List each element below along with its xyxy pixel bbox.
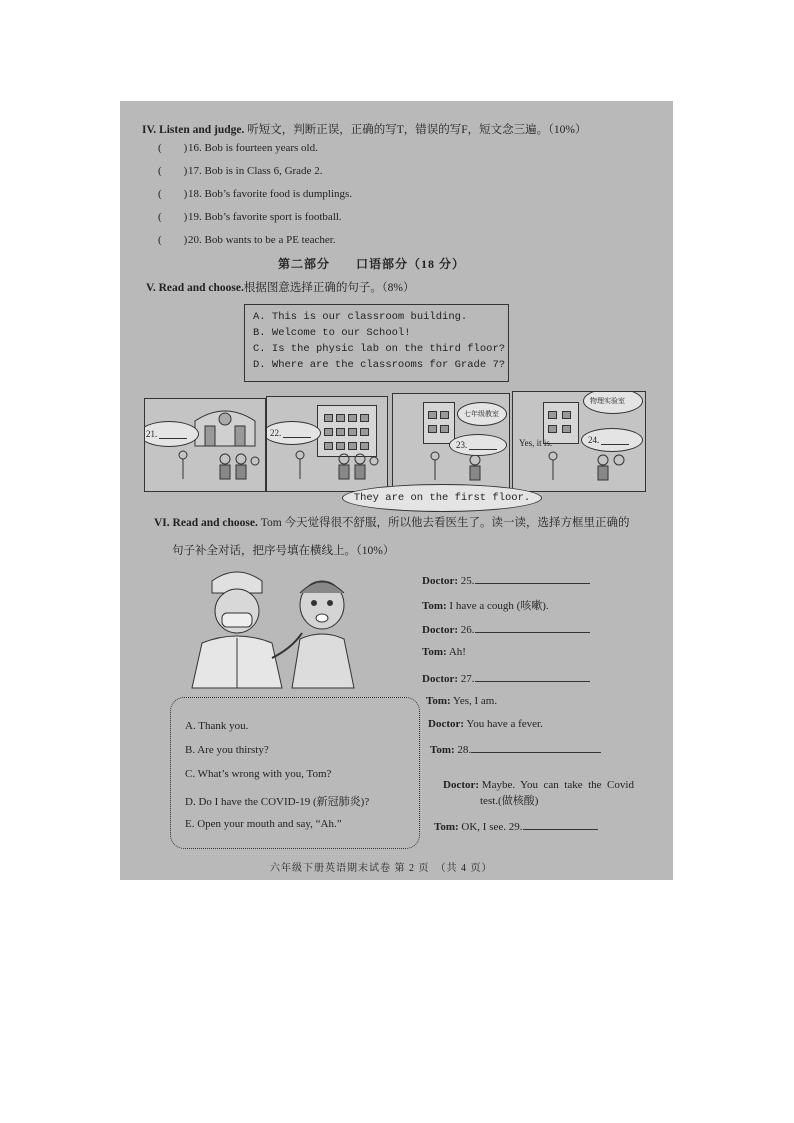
dialogue-line-26 — [422, 622, 590, 636]
answer-blank-25[interactable] — [475, 573, 590, 584]
part2-title: 第二部分 口语部分（18 分） — [278, 257, 466, 271]
dialogue-line-25 — [422, 573, 590, 587]
speech-bubble-first-floor: They are on the first floor. — [342, 484, 542, 512]
judge-item-16 — [158, 139, 318, 155]
option-b: B. Welcome to our School! — [253, 327, 411, 339]
judge-item-19 — [158, 208, 342, 224]
section6-title-en: VI. Read and choose. — [154, 517, 258, 529]
school-gate-illustration — [190, 401, 260, 451]
dialogue-line-27 — [422, 671, 590, 685]
dialogue-text: 26. — [460, 624, 475, 636]
answer-blank[interactable] — [601, 435, 629, 445]
exam-page — [120, 101, 673, 880]
blank-number: 23. — [456, 440, 468, 450]
dialogue-text: 28. — [457, 744, 472, 756]
comic-panel-2 — [266, 396, 388, 492]
dialogue-text: 27. — [460, 673, 475, 685]
choice-e: E. Open your mouth and say, “Ah.” — [185, 818, 342, 830]
judge-text: 18. Bob’s favorite food is dumplings. — [188, 188, 353, 200]
choice-b: B. Are you thirsty? — [185, 744, 269, 756]
option-c: C. Is the physic lab on the third floor? — [253, 343, 506, 355]
section6-title-cn1: Tom 今天觉得很不舒服，所以他去看医生了。读一读，选择方框里正确的 — [260, 517, 630, 529]
answer-blank-29[interactable] — [523, 819, 598, 830]
choice-a: A. Thank you. — [185, 720, 249, 732]
speaker: Doctor: — [443, 779, 480, 791]
students-figures — [292, 449, 382, 489]
section6-title-line2 — [172, 542, 394, 558]
section6-title — [154, 514, 630, 530]
students-figures — [175, 449, 260, 489]
dialogue-line-9b: test.(做核酸) — [480, 795, 539, 807]
speaker: Tom: — [430, 744, 455, 756]
page-footer: 六年级下册英语期末试卷 第 2 页 （共 4 页） — [270, 863, 493, 874]
reply-yes-it-is: Yes, it is. — [519, 438, 553, 448]
judge-item-20 — [158, 231, 336, 247]
speech-bubble-24 — [581, 428, 643, 452]
judge-text: 17. Bob is in Class 6, Grade 2. — [188, 165, 323, 177]
answer-blank[interactable] — [283, 428, 311, 438]
option-d: D. Where are the classrooms for Grade 7? — [253, 359, 506, 371]
dialogue-text: I have a cough (咳嗽). — [449, 600, 549, 612]
comic-panel-1 — [144, 398, 266, 492]
dialogue-line-6 — [426, 695, 497, 707]
options-box — [244, 304, 509, 382]
dialogue-text: OK, I see. 29. — [461, 821, 523, 833]
section4-title — [142, 121, 587, 137]
school-building — [423, 402, 455, 444]
speaker: Doctor: — [422, 673, 459, 685]
speaker: Doctor: — [422, 575, 459, 587]
dialogue-line-4 — [422, 646, 466, 658]
answer-blank-28[interactable] — [471, 742, 601, 753]
dialogue-text: Maybe. You can take the Covid — [481, 779, 634, 791]
answer-paren[interactable]: ( ) — [158, 211, 188, 223]
speaker: Tom: — [422, 600, 447, 612]
answer-blank[interactable] — [159, 429, 187, 439]
answer-paren[interactable]: ( ) — [158, 165, 188, 177]
answer-blank[interactable] — [469, 440, 497, 450]
dialogue-line-29 — [434, 819, 598, 833]
judge-text: 16. Bob is fourteen years old. — [188, 142, 318, 154]
dialogue-text: Ah! — [448, 646, 466, 658]
speech-bubble-23 — [449, 434, 507, 456]
dialogue-text: Yes, I am. — [453, 695, 498, 707]
blank-number: 24. — [588, 435, 600, 445]
students-figures — [543, 450, 633, 490]
section5-title-en: V. Read and choose. — [146, 282, 244, 294]
section4-title-cn: 听短文，判断正误，正确的写T，错误的写F，短文念三遍。（10%） — [247, 124, 587, 136]
answer-paren[interactable]: ( ) — [158, 188, 188, 200]
choice-c: C. What’s wrong with you, Tom? — [185, 768, 332, 780]
section6-title-cn2: 句子补全对话，把序号填在横线上。（10%） — [172, 545, 395, 557]
judge-item-18 — [158, 185, 352, 201]
speaker: Doctor: — [428, 718, 465, 730]
comic-panel-4 — [512, 391, 646, 492]
section4-title-en: IV. Listen and judge. — [142, 124, 245, 136]
answer-blank-27[interactable] — [475, 671, 590, 682]
judge-item-17 — [158, 162, 322, 178]
answer-paren[interactable]: ( ) — [158, 142, 188, 154]
section5-title-cn: 根据图意选择正确的句子。（8%） — [243, 282, 415, 294]
choice-d: D. Do I have the COVID-19 (新冠肺炎)? — [185, 796, 370, 808]
judge-text: 19. Bob’s favorite sport is football. — [188, 211, 342, 223]
section5-title — [146, 279, 414, 295]
blank-number: 21. — [146, 429, 158, 439]
choices-box — [170, 697, 420, 849]
option-a: A. This is our classroom building. — [253, 311, 468, 323]
doctor-and-tom-illustration — [182, 563, 372, 689]
answer-paren[interactable]: ( ) — [158, 234, 188, 246]
dialogue-line-2 — [422, 597, 549, 613]
dialogue-line-28 — [430, 742, 601, 756]
speaker: Tom: — [422, 646, 447, 658]
speaker: Doctor: — [422, 624, 459, 636]
speaker: Tom: — [426, 695, 451, 707]
speech-bubble-22 — [266, 421, 321, 445]
judge-text: 20. Bob wants to be a PE teacher. — [188, 234, 336, 246]
sign-grade7-classroom: 七年级教室 — [457, 402, 507, 426]
sign-physics-lab: 物理实验室 — [583, 391, 643, 414]
speaker: Tom: — [434, 821, 459, 833]
dialogue-text: 25. — [460, 575, 475, 587]
dialogue-line-7 — [428, 718, 543, 730]
answer-blank-26[interactable] — [475, 622, 590, 633]
dialogue-text: You have a fever. — [466, 718, 543, 730]
comic-panel-3 — [392, 393, 510, 492]
blank-number: 22. — [270, 428, 282, 438]
